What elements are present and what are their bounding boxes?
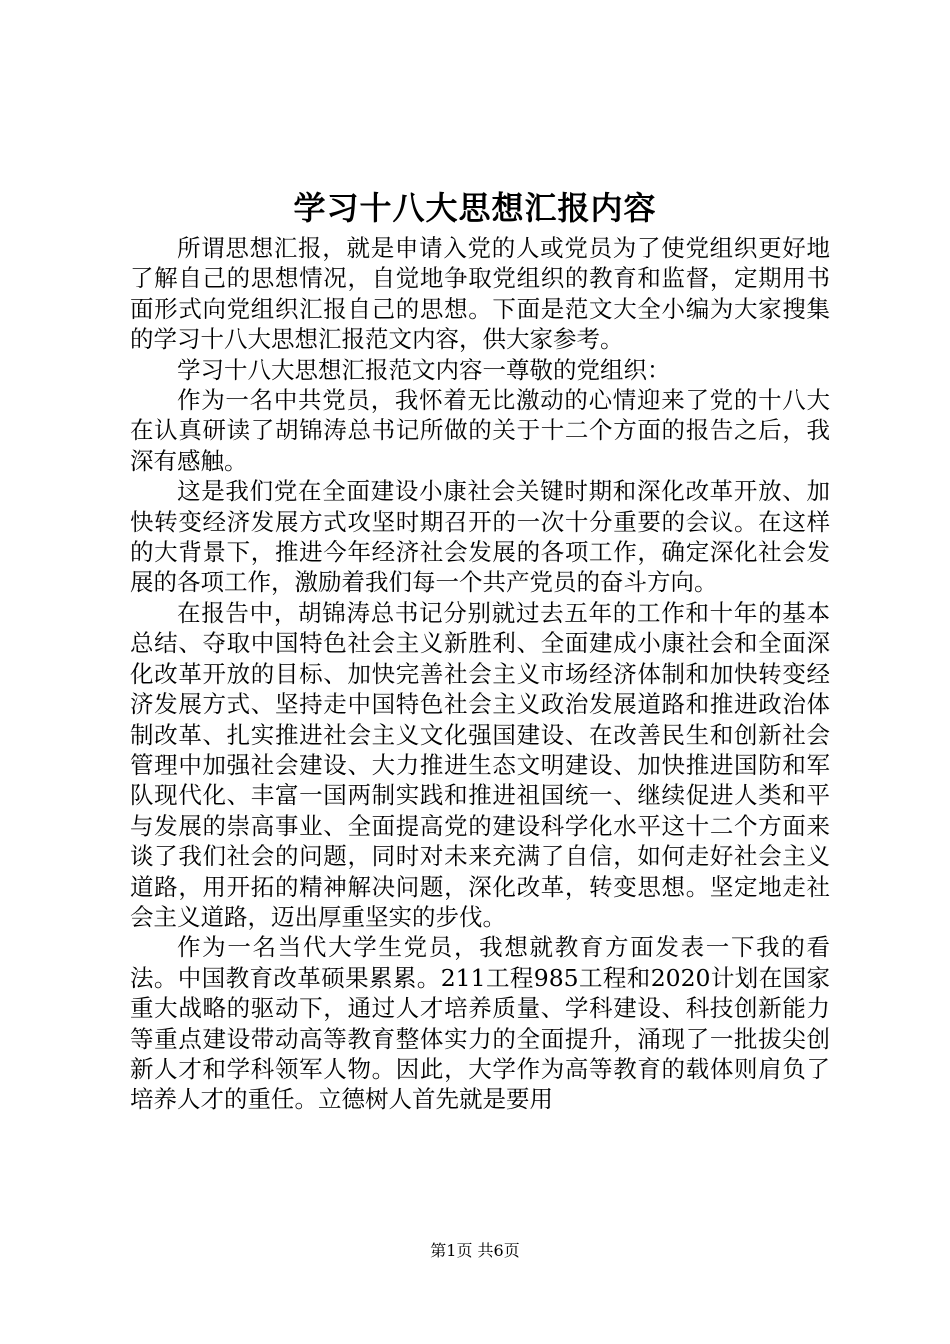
paragraph-report-summary: 在报告中，胡锦涛总书记分别就过去五年的工作和十年的基本总结、夺取中国特色社会主义新胜利、全面建成小康社会和全面深化改革开放的目标、加快完善社会主义市场经济体制和加快转变经济发展方式、坚持走中国特色社会主义政治发展道路和推进政治体制改革、扎实推进社会主义文化强国建设、在改善民生和创新社会管理中加强社会建设、大力推进生态文明建设、加快推进国防和军队现代化、丰富一国两制实践和推进祖国统一、继续促进人类和平与发展的崇高事业、全面提高党的建设科学化水平这十二个方面来谈了我们社会的问题，同时对未来充满了自信，如何走好社会主义道路，用开拓的精神解决问题，深化改革，转变思想。坚定地走社会主义道路，迈出厚重坚实的步伐。 xyxy=(130,598,830,931)
paragraph-intro: 所谓思想汇报，就是申请入党的人或党员为了使党组织更好地了解自己的思想情况，自觉地争取党组织的教育和监督，定期用书面形式向党组织汇报自己的思想。下面是范文大全小编为大家搜集的学习十八大思想汇报范文内容，供大家参考。 xyxy=(130,234,830,354)
paragraph-salutation: 学习十八大思想汇报范文内容一尊敬的党组织： xyxy=(177,355,671,384)
document-body xyxy=(130,233,830,1115)
document-title: 学习十八大思想汇报内容 xyxy=(293,189,657,227)
paragraph-opening: 作为一名中共党员，我怀着无比激动的心情迎来了党的十八大在认真研读了胡锦涛总书记所做的关于十二个方面的报告之后，我深有感触。 xyxy=(130,386,830,475)
paragraph-education: 作为一名当代大学生党员，我想就教育方面发表一下我的看法。中国教育改革硕果累累。211工程985工程和2020计划在国家重大战略的驱动下，通过人才培养质量、学科建设、科技创新能力等重点建设带动高等教育整体实力的全面提升，涌现了一批拔尖创新人才和学科领军人物。因此，大学作为高等教育的载体则肩负了培养人才的重任。立德树人首先就是要用 xyxy=(130,933,830,1114)
paragraph-background: 这是我们党在全面建设小康社会关键时期和深化改革开放、加快转变经济发展方式攻坚时期召开的一次十分重要的会议。在这样的大背景下，推进今年经济社会发展的各项工作，确定深化社会发展的各项工作，激励着我们每一个共产党员的奋斗方向。 xyxy=(130,477,830,597)
page-number-footer: 第1页 共6页 xyxy=(430,1241,520,1260)
